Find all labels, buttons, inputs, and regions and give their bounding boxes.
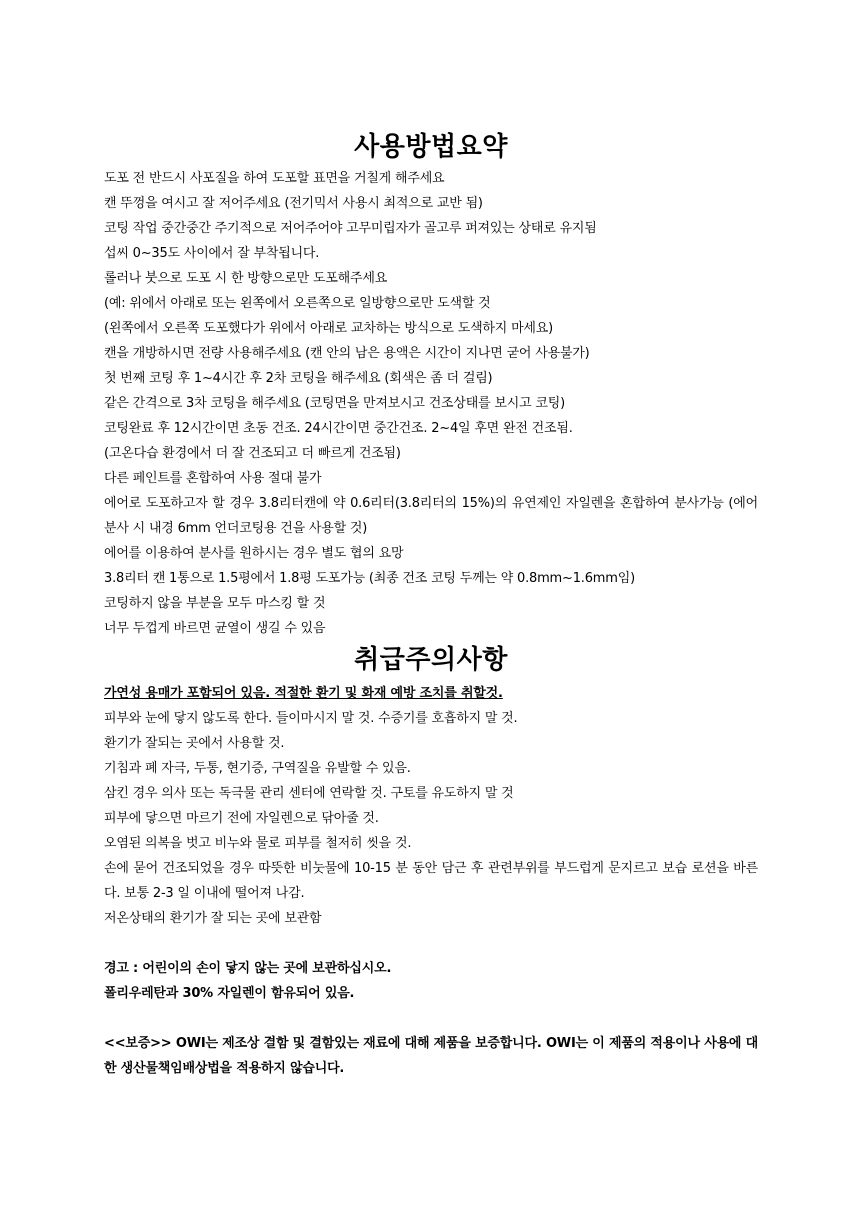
usage-line: (고온다습 환경에서 더 잘 건조되고 더 빠르게 건조됨) — [104, 446, 401, 461]
usage-line: 캔 뚜껑을 여시고 잘 저어주세요 (전기믹서 사용시 최적으로 교반 됨) — [104, 196, 483, 211]
usage-line: 코팅완료 후 12시간이면 초동 건조. 24시간이면 중간건조. 2~4일 후면 완전 건조됨. — [104, 421, 573, 436]
warning-line: 폴리우레탄과 30% 자일렌이 함유되어 있음. — [104, 986, 355, 1001]
usage-line: 코팅하지 않을 부분을 모두 마스킹 할 것 — [104, 596, 326, 611]
usage-line: (예: 위에서 아래로 또는 왼쪽에서 오른쪽으로 일방향으로만 도색할 것 — [104, 296, 491, 311]
usage-line: 섭씨 0~35도 사이에서 잘 부착됩니다. — [104, 246, 320, 261]
warning-line: 경고 : 어린이의 손이 닿지 않는 곳에 보관하십시오. — [104, 961, 392, 976]
usage-line: 에어를 이용하여 분사를 원하시는 경우 별도 협의 요망 — [104, 546, 404, 561]
usage-line: 같은 간격으로 3차 코팅을 해주세요 (코팅면을 만져보시고 건조상태를 보시고 코팅) — [104, 396, 566, 411]
guarantee-text: <<보증>> OWI는 제조상 결함 및 결함있는 재료에 대해 제품을 보증합니다. OWI는 이 제품의 적용이나 사용에 대한 생산물책임배상법을 적용하지 않습니다. — [104, 1036, 758, 1076]
warning-block — [104, 956, 758, 1006]
usage-line: 다른 페인트를 혼합하여 사용 절대 불가 — [104, 471, 322, 486]
caution-line: 환기가 잘되는 곳에서 사용할 것. — [104, 736, 285, 751]
caution-title: 취급주의사항 — [354, 645, 508, 675]
usage-line: 도포 전 반드시 사포질을 하여 도포할 표면을 거칠게 해주세요 — [104, 171, 445, 186]
spacer — [104, 931, 758, 956]
usage-line: (왼쪽에서 오른쪽 도포했다가 위에서 아래로 교차하는 방식으로 도색하지 마세요) — [104, 321, 554, 336]
caution-line: 저온상태의 환기가 잘 되는 곳에 보관함 — [104, 911, 322, 926]
usage-line: 3.8리터 캔 1통으로 1.5평에서 1.8평 도포가능 (최종 건조 코팅 두께는 약 0.8mm~1.6mm임) — [104, 571, 635, 586]
caution-list — [104, 681, 758, 931]
usage-line: 너무 두껍게 바르면 균열이 생길 수 있음 — [104, 621, 326, 636]
usage-line: 에어로 도포하고자 할 경우 3.8리터캔에 약 0.6리터(3.8리터의 15%)의 유연제인 자일렌을 혼합하여 분사가능 (에어분사 시 내경 6mm 언더코팅용 건을 사용할 것) — [104, 496, 758, 536]
usage-line: 코팅 작업 중간중간 주기적으로 저어주어야 고무미립자가 골고루 퍼져있는 상태로 유지됨 — [104, 221, 597, 236]
usage-line: 롤러나 붓으로 도포 시 한 방향으로만 도포해주세요 — [104, 271, 388, 286]
usage-title: 사용방법요약 — [354, 132, 508, 162]
usage-list — [104, 166, 758, 641]
caution-line: 피부와 눈에 닿지 않도록 한다. 들이마시지 말 것. 수증기를 호흡하지 말 것. — [104, 711, 518, 726]
spacer — [104, 1006, 758, 1031]
caution-line: 삼킨 경우 의사 또는 독극물 관리 센터에 연락할 것. 구토를 유도하지 말 것 — [104, 786, 514, 801]
caution-line: 손에 묻어 건조되었을 경우 따뜻한 비눗물에 10-15 분 동안 담근 후 관련부위를 부드럽게 문지르고 보습 로션을 바른다. 보통 2-3 일 이내에 떨어져 나감. — [104, 861, 758, 901]
document-content — [104, 128, 758, 1081]
caution-line: 오염된 의복을 벗고 비누와 물로 피부를 철저히 씻을 것. — [104, 836, 412, 851]
caution-line: 피부에 닿으면 마르기 전에 자일렌으로 닦아줄 것. — [104, 811, 379, 826]
usage-line: 첫 번째 코팅 후 1~4시간 후 2차 코팅을 해주세요 (회색은 좀 더 걸림) — [104, 371, 493, 386]
usage-line: 캔을 개방하시면 전량 사용해주세요 (캔 안의 남은 용액은 시간이 지나면 굳어 사용불가) — [104, 346, 590, 361]
caution-line: 기침과 폐 자극, 두통, 현기증, 구역질을 유발할 수 있음. — [104, 761, 411, 776]
caution-headline: 가연성 용매가 포함되어 있음. 적절한 환기 및 화재 예방 조치를 취할것. — [104, 686, 503, 701]
